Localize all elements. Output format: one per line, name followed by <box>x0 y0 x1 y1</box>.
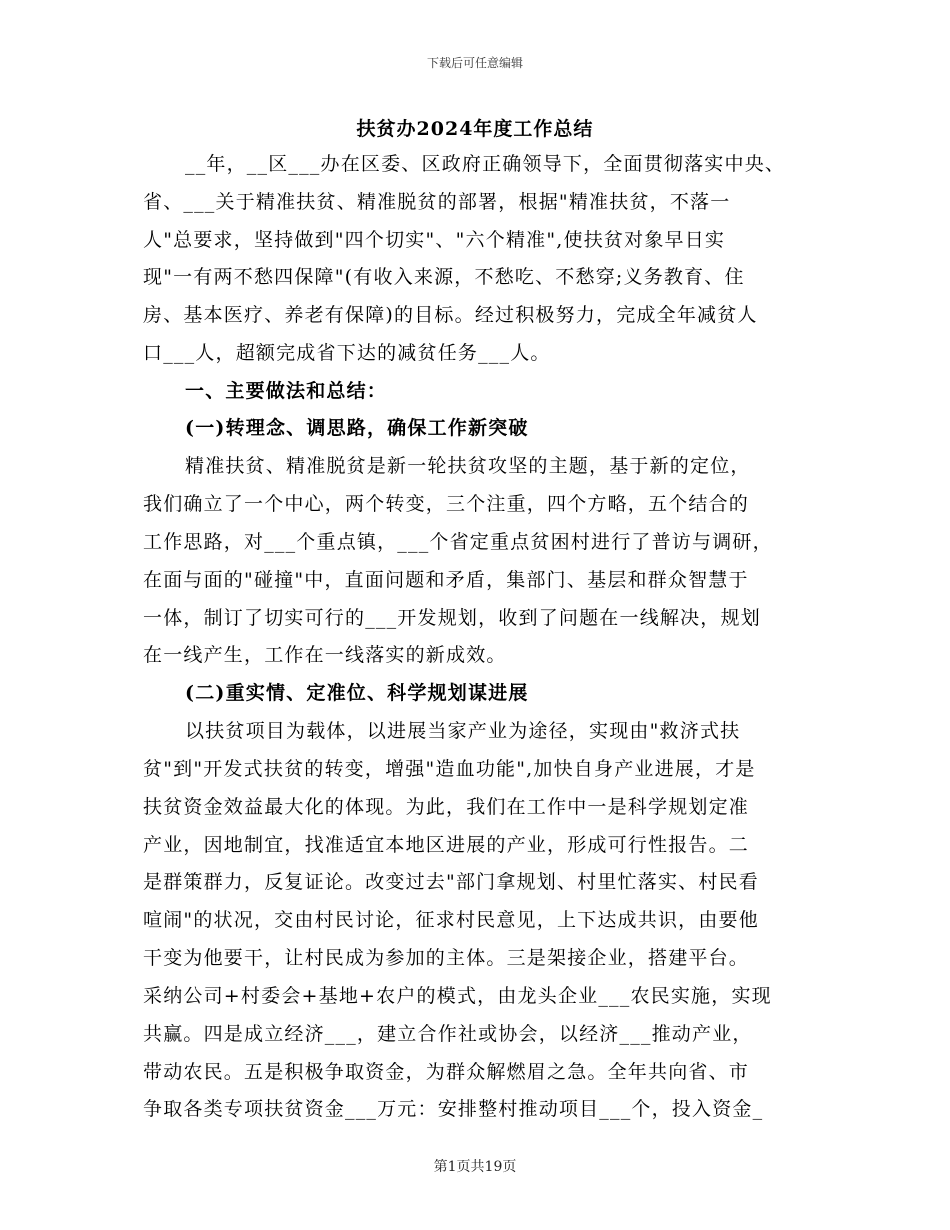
paragraph-line: 干变为他要干，让村民成为参加的主体。三是架接企业，搭建平台。 <box>143 947 750 969</box>
paragraph-line: 在面与面的"碰撞"中，直面问题和矛盾，集部门、基层和群众智慧于 <box>143 569 749 591</box>
header-note: 下载后可任意编辑 <box>426 56 523 70</box>
paragraph-line: 是群策群力，反复证论。改变过去"部门拿规划、村里忙落实、村民看 <box>143 871 759 893</box>
paragraph-line: 带动农民。五是积极争取资金，为群众解燃眉之急。全年共向省、市 <box>143 1061 750 1083</box>
paragraph-line: 精准扶贫、精准脱贫是新一轮扶贫攻坚的主题，基于新的定位， <box>185 455 751 477</box>
subsection-heading: (二)重实情、定准位、科学规划谋进展 <box>185 682 529 704</box>
paragraph-line: 贫"到"开发式扶贫的转变，增强"造血功能",加快自身产业进展，才是 <box>143 758 756 780</box>
paragraph-line: __年，__区___办在区委、区政府正确领导下，全面贯彻落实中央、 <box>185 153 786 175</box>
paragraph-line: 省、___关于精准扶贫、精准脱贫的部署，根据"精准扶贫，不落一 <box>143 191 731 213</box>
section-heading: 一、主要做法和总结： <box>185 380 388 402</box>
paragraph-line: 一体，制订了切实可行的___开发规划，收到了问题在一线解决，规划 <box>143 607 761 629</box>
paragraph-line: 采纳公司+村委会+基地+农户的模式，由龙头企业___农民实施，实现 <box>143 985 772 1007</box>
paragraph-line: 房、基本医疗、养老有保障)的目标。经过积极努力，完成全年减贫人 <box>143 304 758 326</box>
paragraph-line: 共赢。四是成立经济___，建立合作社或协会，以经济___推动产业， <box>143 1023 753 1045</box>
paragraph-line: 在一线产生，工作在一线落实的新成效。 <box>143 644 507 666</box>
paragraph-line: 工作思路，对___个重点镇，___个省定重点贫困村进行了普访与调研， <box>143 531 773 553</box>
page-number: 第1页共19页 <box>433 1159 517 1175</box>
paragraph-line: 现"一有两不愁四保障"(有收入来源，不愁吃、不愁穿;义务教育、住 <box>143 266 745 288</box>
document-title: 扶贫办2024年度工作总结 <box>356 118 594 140</box>
paragraph-line: 人"总要求，坚持做到"四个切实"、"六个精准",使扶贫对象早日实 <box>143 229 726 251</box>
paragraph-line: 喧闹"的状况，交由村民讨论，征求村民意见，上下达成共识，由要他 <box>143 909 759 931</box>
paragraph-line: 争取各类专项扶贫资金___万元：安排整村推动项目___个，投入资金_ <box>143 1098 764 1120</box>
paragraph-line: 以扶贫项目为载体，以进展当家产业为途径，实现由"救济式扶 <box>185 720 741 742</box>
paragraph-line: 扶贫资金效益最大化的体现。为此，我们在工作中一是科学规划定准 <box>143 796 750 818</box>
paragraph-line: 口___人，超额完成省下达的减贫任务___人。 <box>143 342 551 364</box>
paragraph-line: 我们确立了一个中心，两个转变，三个注重，四个方略，五个结合的 <box>143 493 750 515</box>
subsection-heading: (一)转理念、调思路，确保工作新突破 <box>185 417 529 439</box>
paragraph-line: 产业，因地制宜，找准适宜本地区进展的产业，形成可行性报告。二 <box>143 834 750 856</box>
